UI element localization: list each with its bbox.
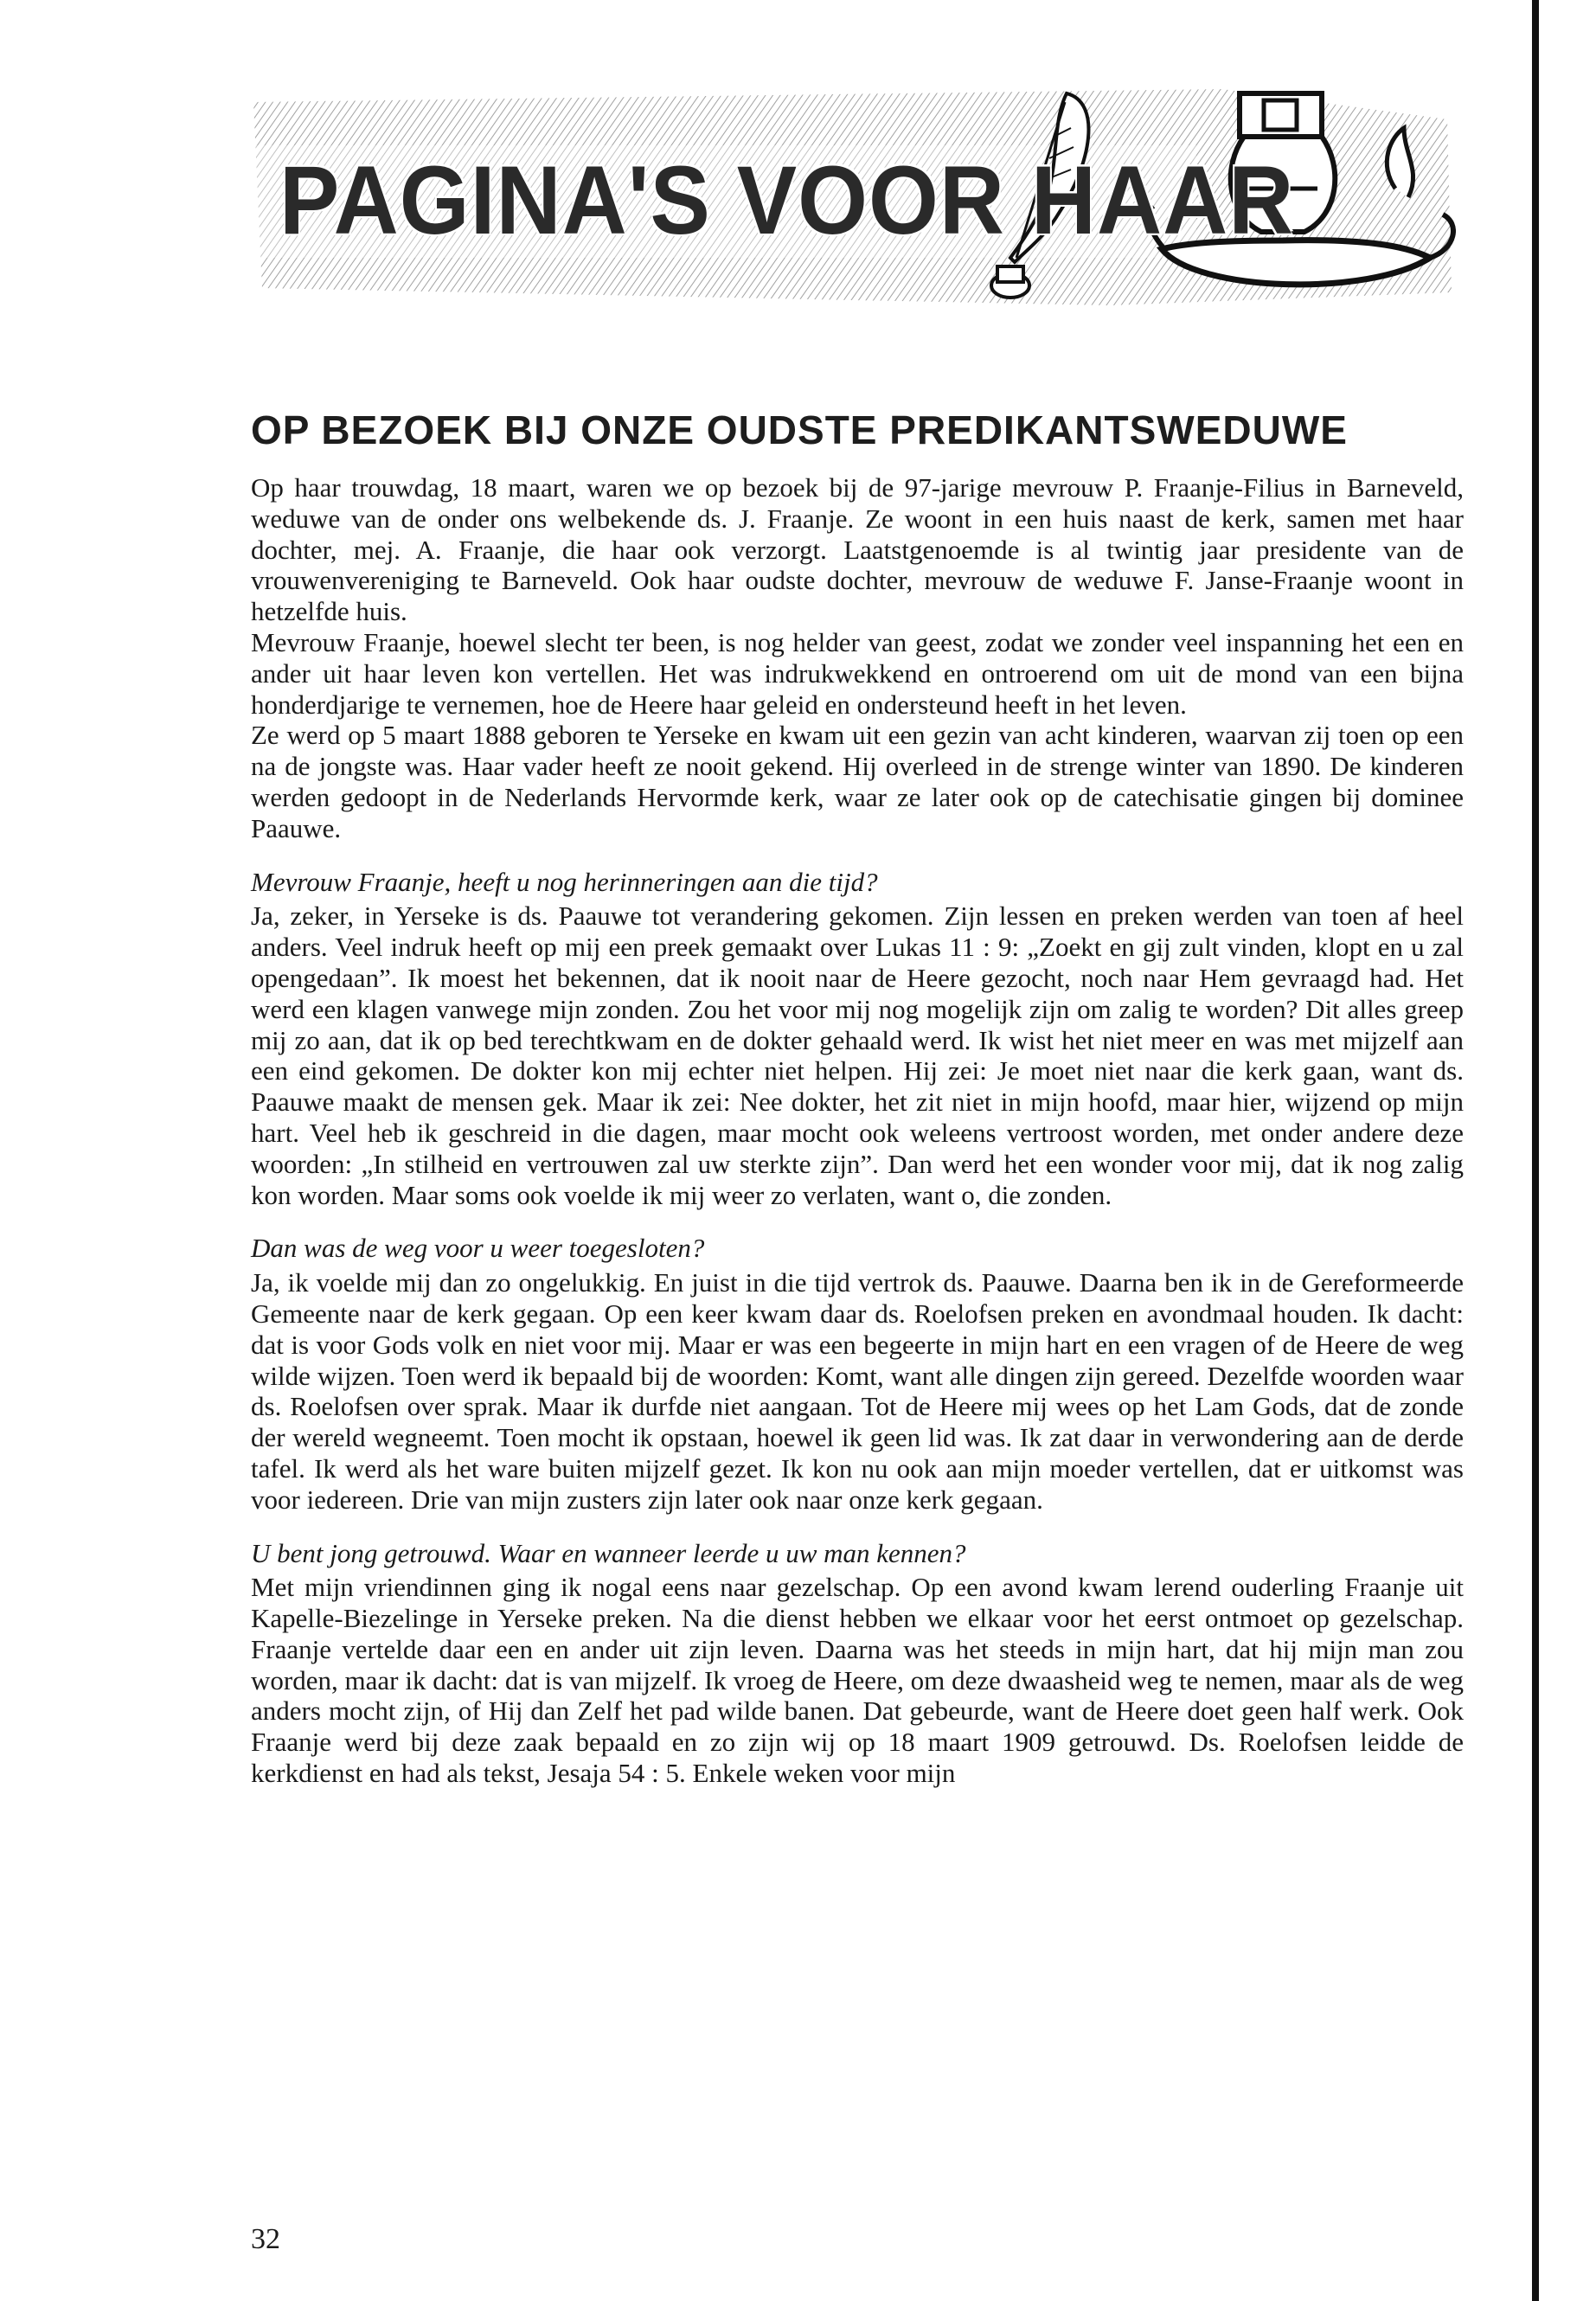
article (251, 407, 1464, 1789)
page-number: 32 (251, 2223, 280, 2255)
body-paragraph: Mevrouw Fraanje, hoewel slecht ter been, is nog helder van geest, zodat we zonder veel inspanning het een en ander uit haar leven kon vertellen. Het was indrukwekkend en ontroerend om uit de mond van een bijna honderdjarige te vernemen, hoe de Heere haar geleid en ondersteund heeft in het leven. (251, 626, 1464, 720)
interview-question: Dan was de weg voor u weer toegesloten? (251, 1233, 705, 1264)
interview-answer: Met mijn vriendinnen ging ik nogal eens naar gezelschap. Op een avond kwam lerend ouderling Fraanje uit Kapelle-Biezelinge in Yerseke preken. Na die dienst hebben we elkaar voor het eerst ontmoet op gezelschap. Fraanje vertelde daar een en ander uit zijn leven. Daarna was het steeds in mijn hart, dat hij mijn man zou worden, maar ik dacht: dat is van mijzelf. Ik vroeg de Heere, om deze dwaasheid weg te nemen, maar als de weg anders mocht zijn, of Hij dan Zelf het pad wilde banen. Dat gebeurde, want de Heere doet geen half werk. Ook Fraanje werd bij deze zaak bepaald en zo zijn wij op 18 maart 1909 getrouwd. Ds. Roelofsen leidde de kerkdienst en had als tekst, Jesaja 54 : 5. Enkele weken voor mijn (251, 1572, 1464, 1789)
intro-paragraph: Op haar trouwdag, 18 maart, waren we op bezoek bij de 97-jarige mevrouw P. Fraanje-Filius in Barneveld, weduwe van de onder ons welbekende ds. J. Fraanje. Ze woont in een huis naast de kerk, samen met haar dochter, mej. A. Fraanje, die haar ook verzorgt. Laatstgenoemde is al twintig jaar presidente van de vrouwenvereniging te Barneveld. Ook haar oudste dochter, mevrouw de weduwe F. Janse-Fraanje woont in hetzelfde huis. (251, 472, 1464, 627)
banner-title: PAGINA'S VOOR HAAR (279, 146, 1295, 255)
interview-answer: Ja, zeker, in Yerseke is ds. Paauwe tot verandering gekomen. Zijn lessen en preken werden van toen af heel anders. Veel indruk heeft op mij een preek gemaakt over Lukas 11 : 9: „Zoekt en gij zult vinden, klopt en u zal opengedaan”. Ik moest het bekennen, dat ik nooit naar de Heere gezocht, noch naar Hem gevraagd had. Het werd een klagen vanwege mijn zonden. Zou het voor mij nog mogelijk zijn om zalig te worden? Dit alles greep mij zo aan, dat ik op bed terechtkwam en de dokter gehaald werd. Ik wist het niet meer en was met mijzelf aan een eind gekomen. De dokter kon mij echter niet helpen. Hij zei: Je moet niet naar die kerk gaan, want ds. Paauwe maakt de mensen gek. Maar ik zei: Nee dokter, het zit niet in mijn hoofd, maar hier, wijzend op mijn hart. Veel heb ik geschreid in die dagen, maar mocht ook weleens vertroost worden, met onder andere deze woorden: „In stilheid en vertrouwen zal uw sterkte zijn”. Dan werd het een wonder voor mij, dat ik nog zalig kon worden. Maar soms ook voelde ik mij weer zo verlaten, want o, die zonden. (251, 901, 1464, 1210)
body-paragraph: Ze werd op 5 maart 1888 geboren te Yerseke en kwam uit een gezin van acht kinderen, waarvan zij toen op een na de jongste was. Haar vader heeft ze nooit gekend. Hij overleed in de strenge winter van 1890. De kinderen werden gedoopt in de Nederlands Hervormde kerk, waar ze later ook op de catechisatie gingen bij dominee Paauwe. (251, 720, 1464, 843)
interview-question: U bent jong getrouwd. Waar en wanneer leerde u uw man kennen? (251, 1537, 966, 1568)
interview-question: Mevrouw Fraanje, heeft u nog herinneringen aan die tijd? (251, 866, 878, 897)
interview-answer: Ja, ik voelde mij dan zo ongelukkig. En juist in die tijd vertrok ds. Paauwe. Daarna ben ik in de Gereformeerde Gemeente naar de kerk gegaan. Op een keer kwam daar ds. Roelofsen preken en avondmaal houden. Ik dacht: dat is voor Gods volk en niet voor mij. Maar er was een begeerte in mijn hart en een vragen of de Heere de weg wilde wijzen. Toen werd ik bepaald bij de woorden: Komt, want alle dingen zijn gereed. Dezelfde woorden waar ds. Roelofsen over sprak. Maar ik durfde niet aangaan. Tot de Heere mij wees op het Lam Gods, dat de zonde der wereld wegneemt. Toen mocht ik opstaan, hoewel ik geen lid was. Ik zat daar in verwondering aan de derde tafel. Ik werd als het ware buiten mijzelf gezet. Ik kon nu ook aan mijn moeder vertellen, dat er uitkomst was voor iedereen. Drie van mijn zusters zijn later ook naar onze kerk gegaan. (251, 1267, 1464, 1515)
article-title: OP BEZOEK BIJ ONZE OUDSTE PREDIKANTSWEDUWE (251, 407, 1348, 452)
page-edge (1532, 0, 1539, 2301)
header-banner (245, 67, 1456, 310)
